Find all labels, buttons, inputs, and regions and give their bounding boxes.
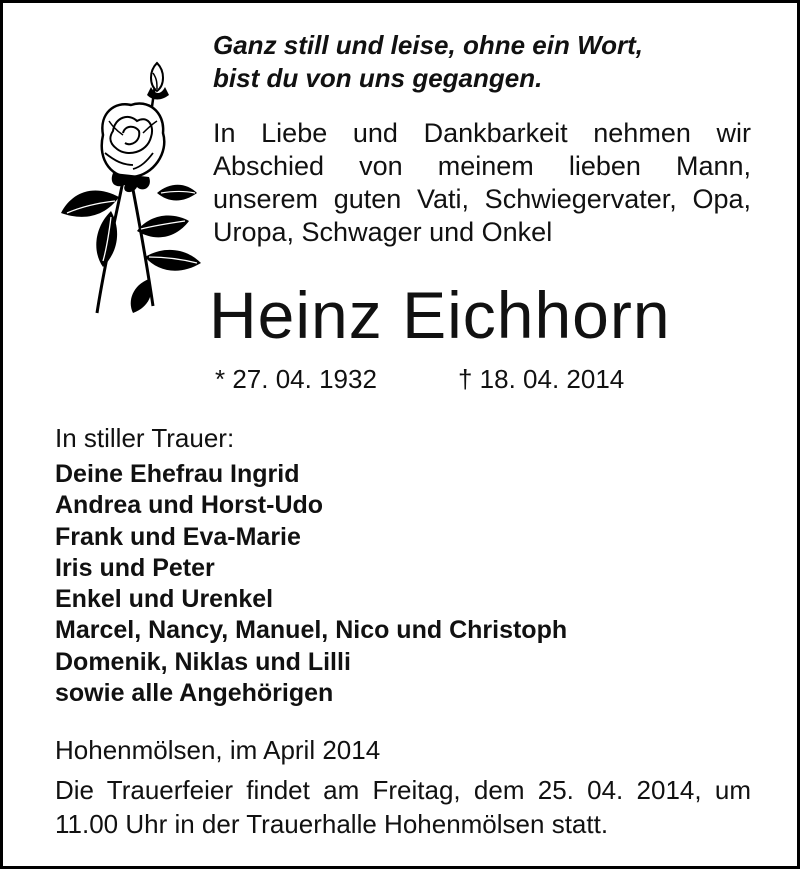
intro-line: Abschied von meinem lieben Mann, [213, 151, 751, 181]
ceremony-line: 11.00 Uhr in der Trauerhalle Hohenmölsen statt. [55, 809, 609, 839]
birth-date: * 27. 04. 1932 [215, 364, 377, 394]
death-date: † 18. 04. 2014 [458, 364, 625, 394]
intro-line: Uropa, Schwager und Onkel [213, 217, 553, 247]
mourner-entry: Frank und Eva-Marie [55, 522, 301, 551]
mourning-label: In stiller Trauer: [55, 423, 235, 453]
place-date: Hohenmölsen, im April 2014 [55, 735, 381, 765]
deceased-name: Heinz Eichhorn [209, 278, 671, 352]
motto-verse [213, 29, 773, 95]
mourner-entry: Marcel, Nancy, Manuel, Nico und Christoph [55, 616, 568, 645]
motto-line: bist du von uns gegangen. [213, 63, 543, 93]
motto-line: Ganz still und leise, ohne ein Wort, [213, 30, 644, 60]
mourner-entry: Iris und Peter [55, 553, 215, 582]
mourner-entry: Deine Ehefrau Ingrid [55, 460, 300, 488]
intro-text [213, 117, 751, 249]
mourners-list [55, 459, 567, 709]
mourner-entry: sowie alle Angehörigen [55, 679, 334, 708]
ceremony-line: Die Trauerfeier findet am Freitag, dem 25. 04. 2014, um [55, 775, 751, 805]
intro-line: In Liebe und Dankbarkeit nehmen wir [213, 118, 751, 148]
ceremony-info [55, 773, 751, 841]
mourner-entry: Domenik, Niklas und Lilli [55, 647, 351, 676]
rose-icon [53, 61, 203, 317]
mourner-entry: Enkel und Urenkel [55, 585, 274, 614]
mourner-entry: Andrea und Horst-Udo [55, 491, 324, 520]
intro-line: unserem guten Vati, Schwiegervater, Opa, [213, 184, 751, 214]
